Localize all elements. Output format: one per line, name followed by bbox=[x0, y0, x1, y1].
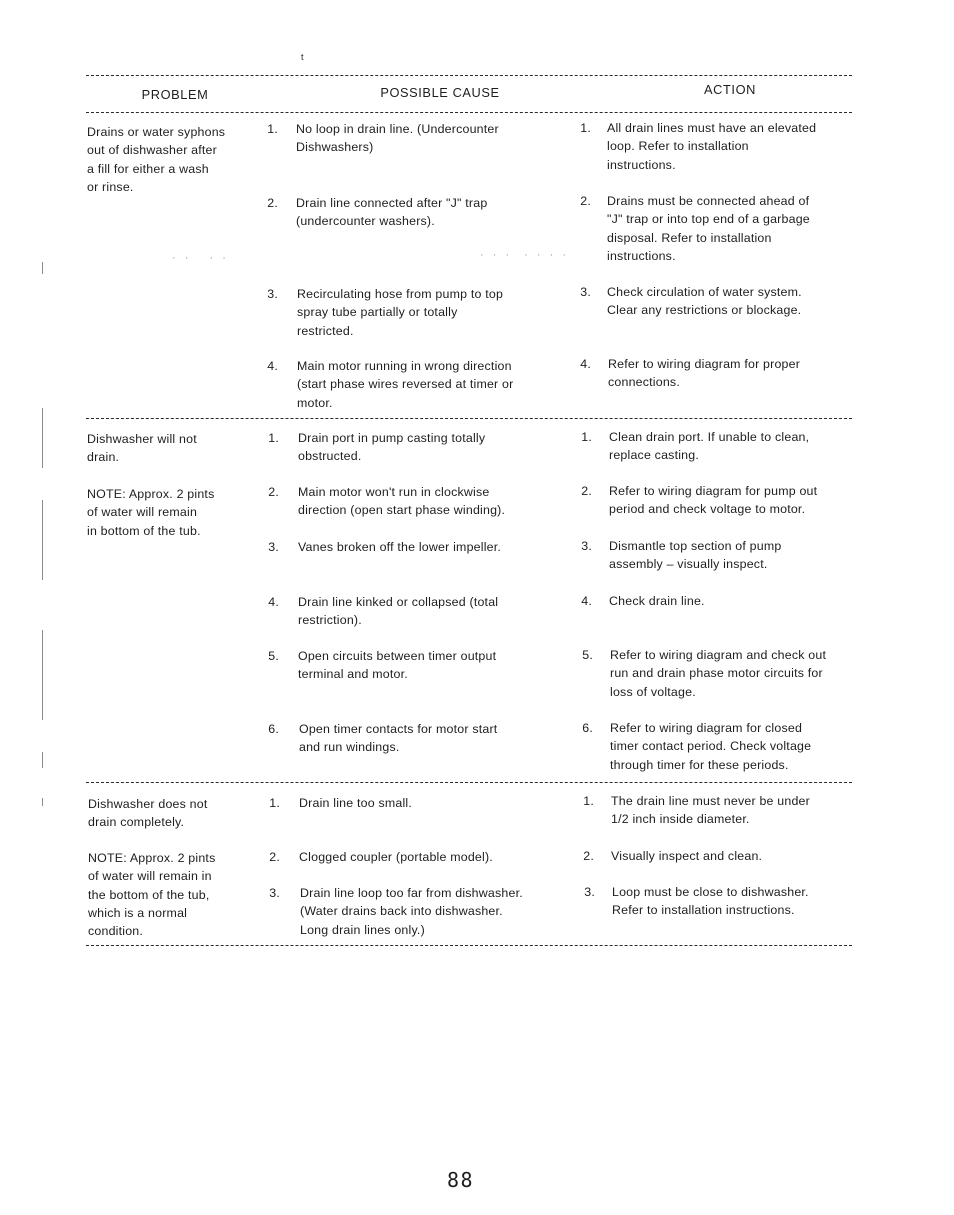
section-divider bbox=[86, 418, 852, 419]
margin-tick bbox=[42, 262, 43, 274]
cause-text: Clogged coupler (portable model). bbox=[299, 850, 493, 864]
problem-text: Drains or water syphons out of dishwasher after a fill for either a wash or rinse. bbox=[87, 125, 226, 194]
cause-number: 4. bbox=[268, 595, 279, 609]
action-text: Refer to wiring diagram for closed timer contact period. Check voltage through timer for these periods. bbox=[610, 721, 812, 772]
cause-text: Drain line kinked or collapsed (total restriction). bbox=[298, 595, 499, 628]
scan-specks: · · · · · · · bbox=[480, 249, 570, 261]
action-number: 3. bbox=[581, 539, 592, 553]
cause-text: No loop in drain line. (Undercounter Dishwashers) bbox=[296, 122, 499, 155]
cause-number: 5. bbox=[268, 649, 279, 663]
action-number: 4. bbox=[580, 357, 591, 371]
action-text: Refer to wiring diagram and check out run and drain phase motor circuits for loss of voltage. bbox=[610, 648, 827, 699]
stray-mark: t bbox=[301, 52, 304, 62]
action-number: 2. bbox=[583, 849, 594, 863]
cause-text: Drain line loop too far from dishwasher. (Water drains back into dishwasher. Long drain lines only.) bbox=[300, 886, 523, 937]
cause-text: Open timer contacts for motor start and run windings. bbox=[299, 722, 498, 755]
cause-number: 4. bbox=[267, 359, 278, 373]
cause-number: 1. bbox=[267, 122, 278, 136]
cause-text: Drain line connected after "J" trap (undercounter washers). bbox=[296, 196, 488, 229]
action-number: 1. bbox=[581, 430, 592, 444]
action-number: 3. bbox=[580, 285, 591, 299]
cause-text: Open circuits between timer output terminal and motor. bbox=[298, 649, 497, 682]
problem-text: Dishwasher does not drain completely. bbox=[88, 797, 208, 830]
table-bottom-rule bbox=[86, 945, 852, 946]
action-text: Visually inspect and clean. bbox=[611, 849, 763, 863]
action-text: Dismantle top section of pump assembly – visually inspect. bbox=[609, 539, 782, 572]
header-top-rule bbox=[86, 75, 852, 76]
action-text: Refer to wiring diagram for pump out period and check voltage to motor. bbox=[609, 484, 818, 517]
action-number: 3. bbox=[584, 885, 595, 899]
margin-tick bbox=[42, 630, 43, 720]
column-header-action: ACTION bbox=[704, 82, 756, 97]
margin-tick bbox=[42, 798, 43, 806]
cause-number: 2. bbox=[268, 485, 279, 499]
cause-number: 2. bbox=[269, 850, 280, 864]
section-divider bbox=[86, 782, 852, 783]
action-text: Clean drain port. If unable to clean, replace casting. bbox=[609, 430, 810, 463]
margin-tick bbox=[42, 500, 43, 580]
margin-tick bbox=[42, 408, 43, 468]
column-header-possible-cause: POSSIBLE CAUSE bbox=[380, 85, 500, 100]
cause-text: Recirculating hose from pump to top spray tube partially or totally restricted. bbox=[297, 287, 504, 338]
scan-specks: · · · · bbox=[172, 252, 229, 264]
cause-number: 3. bbox=[267, 287, 278, 301]
margin-tick bbox=[42, 752, 43, 768]
cause-text: Drain port in pump casting totally obstructed. bbox=[298, 431, 486, 464]
cause-text: Drain line too small. bbox=[299, 796, 413, 810]
action-number: 2. bbox=[581, 484, 592, 498]
action-text: Drains must be connected ahead of "J" trap or into top end of a garbage disposal. Refer to installation instructions. bbox=[607, 194, 810, 263]
cause-number: 6. bbox=[268, 722, 279, 736]
cause-number: 3. bbox=[268, 540, 279, 554]
action-number: 4. bbox=[581, 594, 592, 608]
cause-number: 1. bbox=[269, 796, 280, 810]
column-header-problem: PROBLEM bbox=[141, 87, 209, 102]
action-number: 5. bbox=[582, 648, 593, 662]
action-text: The drain line must never be under 1/2 inch inside diameter. bbox=[611, 794, 810, 827]
cause-text: Vanes broken off the lower impeller. bbox=[298, 540, 502, 554]
action-text: All drain lines must have an elevated loop. Refer to installation instructions. bbox=[607, 121, 817, 172]
problem-note: NOTE: Approx. 2 pints of water will remain in bottom of the tub. bbox=[87, 487, 215, 538]
cause-number: 2. bbox=[267, 196, 278, 210]
action-text: Loop must be close to dishwasher. Refer to installation instructions. bbox=[612, 885, 809, 918]
cause-number: 3. bbox=[269, 886, 280, 900]
problem-note: NOTE: Approx. 2 pints of water will remain in the bottom of the tub, which is a normal condition. bbox=[88, 851, 216, 939]
action-text: Refer to wiring diagram for proper connections. bbox=[608, 357, 801, 390]
problem-text: Dishwasher will not drain. bbox=[87, 432, 197, 465]
cause-text: Main motor running in wrong direction (start phase wires reversed at timer or motor. bbox=[297, 359, 514, 410]
page-number: 88 bbox=[447, 1168, 475, 1192]
action-number: 1. bbox=[583, 794, 594, 808]
action-text: Check drain line. bbox=[609, 594, 705, 608]
action-number: 1. bbox=[580, 121, 591, 135]
action-text: Check circulation of water system. Clear any restrictions or blockage. bbox=[607, 285, 802, 318]
action-number: 6. bbox=[582, 721, 593, 735]
cause-text: Main motor won't run in clockwise direction (open start phase winding). bbox=[298, 485, 506, 518]
cause-number: 1. bbox=[268, 431, 279, 445]
action-number: 2. bbox=[580, 194, 591, 208]
header-bottom-rule bbox=[86, 112, 852, 113]
